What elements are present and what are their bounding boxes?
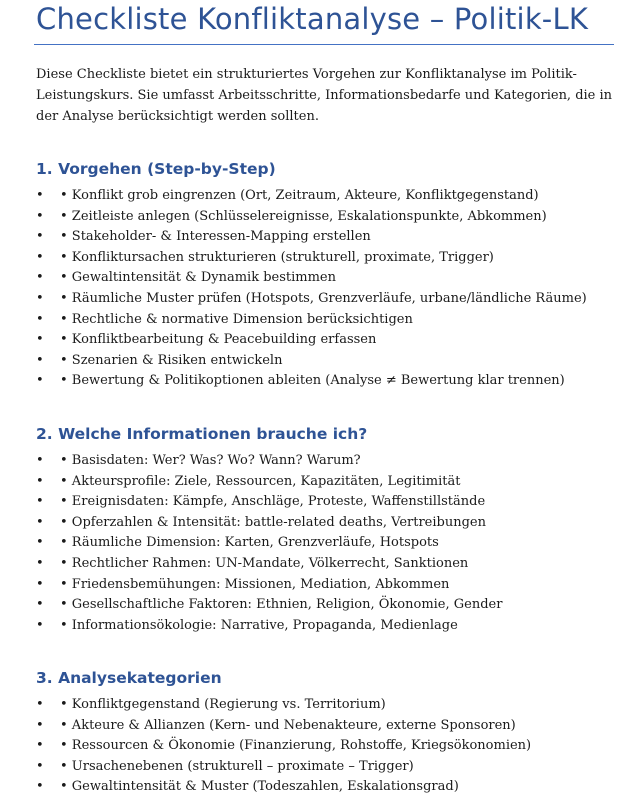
bullet-icon: • <box>36 597 44 613</box>
bullet-icon: • <box>36 494 44 510</box>
list-item: • • Informationsökologie: Narrative, Propaganda, Medienlage <box>36 616 626 637</box>
list-item: • • Ressourcen & Ökonomie (Finanzierung, Rohstoffe, Kriegsökonomien) <box>36 736 626 757</box>
section-heading: 1. Vorgehen (Step-by-Step) <box>36 160 276 178</box>
section-vorgehen <box>36 158 626 392</box>
document-title: Checkliste Konfliktanalyse – Politik-LK <box>36 2 589 36</box>
bullet-icon: • <box>36 473 44 489</box>
list-item: • • Gewaltintensität & Muster (Todeszahlen, Eskalationsgrad) <box>36 777 626 798</box>
section-heading: 2. Welche Informationen brauche ich? <box>36 425 368 443</box>
intro-paragraph: Diese Checkliste bietet ein strukturiertes Vorgehen zur Konfliktanalyse im Politik-Leistungskurs. Sie umfasst Arbeitsschritte, Informationsbedarfe und Kategorien, die in der Analyse berücksichtigt werden sollten. <box>36 67 613 124</box>
bullet-icon: • <box>36 717 44 733</box>
bullet-icon: • <box>36 311 44 327</box>
bullet-icon: • <box>36 738 44 754</box>
bullet-icon: • <box>36 514 44 530</box>
list-item: • • Konfliktursachen strukturieren (strukturell, proximate, Trigger) <box>36 248 626 269</box>
checklist <box>36 451 626 636</box>
list-item: • • Akteursprofile: Ziele, Ressourcen, Kapazitäten, Legitimität <box>36 472 626 493</box>
bullet-icon: • <box>36 758 44 774</box>
list-item: • • Konfliktbearbeitung & Peacebuilding erfassen <box>36 330 626 351</box>
list-item: • • Friedensbemühungen: Missionen, Mediation, Abkommen <box>36 575 626 596</box>
bullet-icon: • <box>36 188 44 203</box>
section-informationen <box>36 423 626 636</box>
list-item: • • Räumliche Dimension: Karten, Grenzverläufe, Hotspots <box>36 533 626 554</box>
bullet-icon: • <box>36 290 44 306</box>
bullet-icon: • <box>36 249 44 265</box>
list-item: • • Opferzahlen & Intensität: battle-related deaths, Vertreibungen <box>36 513 626 534</box>
bullet-icon: • <box>36 270 44 286</box>
list-item: • • Rechtlicher Rahmen: UN-Mandate, Völkerrecht, Sanktionen <box>36 554 626 575</box>
list-item: • • Basisdaten: Wer? Was? Wo? Wann? Warum? <box>36 451 626 472</box>
list-item: • • Zeitleiste anlegen (Schlüsselereignisse, Eskalationspunkte, Abkommen) <box>36 207 626 228</box>
bullet-icon: • <box>36 352 44 368</box>
bullet-icon: • <box>36 617 44 633</box>
list-item: • • Räumliche Muster prüfen (Hotspots, Grenzverläufe, urbane/ländliche Räume) <box>36 289 626 310</box>
title-underline <box>34 44 614 45</box>
bullet-icon: • <box>36 373 44 389</box>
list-item: • • Bewertung & Politikoptionen ableiten (Analyse ≠ Bewertung klar trennen) <box>36 371 626 392</box>
checklist <box>36 695 626 798</box>
list-item: • • Szenarien & Risiken entwickeln <box>36 351 626 372</box>
list-item: • • Konfliktgegenstand (Regierung vs. Territorium) <box>36 695 626 716</box>
bullet-icon: • <box>36 208 44 224</box>
list-item: • • Ereignisdaten: Kämpfe, Anschläge, Proteste, Waffenstillstände <box>36 492 626 513</box>
bullet-icon: • <box>36 555 44 571</box>
bullet-icon: • <box>36 453 44 468</box>
list-item: • • Konflikt grob eingrenzen (Ort, Zeitraum, Akteure, Konfliktgegenstand) <box>36 186 626 207</box>
checklist <box>36 186 626 392</box>
list-item: • • Gewaltintensität & Dynamik bestimmen <box>36 268 626 289</box>
list-item: • • Akteure & Allianzen (Kern- und Nebenakteure, externe Sponsoren) <box>36 716 626 737</box>
bullet-icon: • <box>36 535 44 551</box>
bullet-icon: • <box>36 697 44 712</box>
bullet-icon: • <box>36 332 44 348</box>
bullet-icon: • <box>36 229 44 245</box>
bullet-icon: • <box>36 779 44 795</box>
list-item: • • Gesellschaftliche Faktoren: Ethnien, Religion, Ökonomie, Gender <box>36 595 626 616</box>
section-analysekategorien <box>36 667 626 798</box>
list-item: • • Stakeholder- & Interessen-Mapping erstellen <box>36 227 626 248</box>
section-heading: 3. Analysekategorien <box>36 669 222 687</box>
list-item: • • Rechtliche & normative Dimension berücksichtigen <box>36 310 626 331</box>
bullet-icon: • <box>36 576 44 592</box>
list-item: • • Ursachenebenen (strukturell – proximate – Trigger) <box>36 757 626 778</box>
